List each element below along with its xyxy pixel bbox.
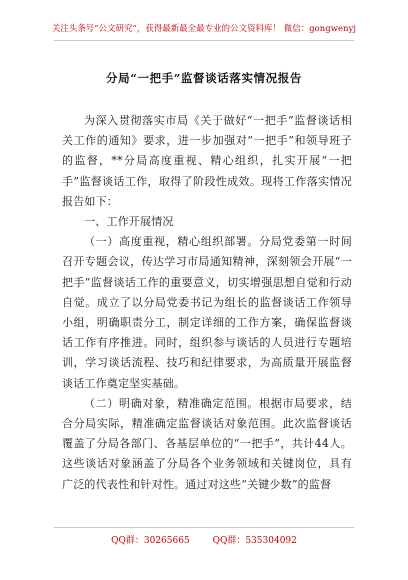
footer-qq-group-2: QQ群：535304092	[212, 536, 297, 546]
document-body	[62, 111, 352, 495]
section-heading: 一、工作开展情况	[84, 215, 174, 229]
body-paragraph-2: （二）明确对象，精准确定范围。根据市局要求，结合分局实际，精准确定监督谈话对象范围。此次监督谈话覆盖了分局各部门、各基层单位的“一把手”，共计44人。这些谈话对象涵盖了分局各个业务领域和关键岗位，具有广泛的代表性和针对性。通过对这些“关键少数”的监督	[62, 396, 352, 491]
header-divider	[54, 40, 354, 41]
footer-qq-group-1: QQ群：30265665	[111, 536, 190, 546]
intro-paragraph: 为深入贯彻落实市局《关于做好“一把手”监督谈话相关工作的通知》要求，进一步加强对“一把手”和领导班子的监督，**分局高度重视、精心组织，扎实开展“一把手”监督谈话工作，取得了阶段性成效。现将工作落实情况报告如下：	[62, 114, 352, 208]
footer-divider	[54, 527, 354, 528]
footer-contact	[40, 533, 368, 546]
header-banner: 关注头条号“公文研究”，获得最新最全最专业的公文资料库！ 微信：gongwenyj	[51, 23, 357, 33]
document-title: 分局“一把手”监督谈话落实情况报告	[106, 71, 302, 85]
body-paragraph-1: （一）高度重视，精心组织部署。分局党委第一时间召开专题会议，传达学习市局通知精神，深刻领会开展“一把手”监督谈话工作的重要意义，切实增强思想自觉和行动自觉。成立了以分局党委书记为组长的监督谈话工作领导小组，明确职责分工，制定详细的工作方案，确保监督谈话工作有序推进。同时，组织参与谈话的人员进行专题培训，学习谈话流程、技巧和纪律要求，为高质量开展监督谈话工作奠定坚实基础。	[62, 235, 352, 390]
